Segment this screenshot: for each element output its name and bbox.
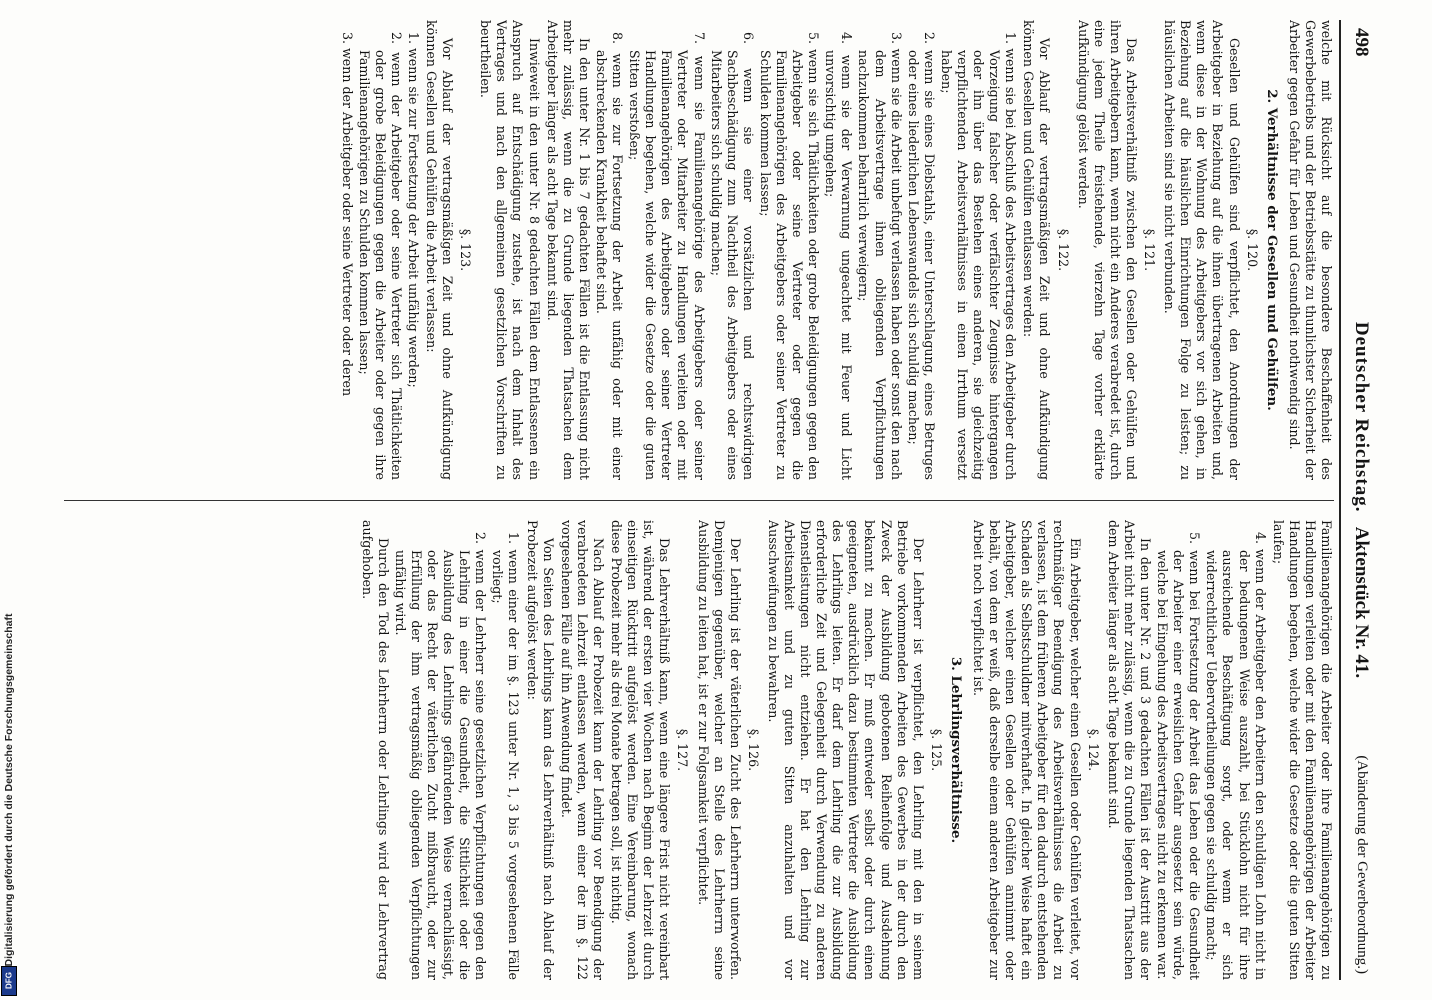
paragraph-number: §. 121. (1142, 228, 1158, 272)
paragraph: Vor Ablauf der vertragsmäßigen Zeit und ohne Aufkündigung können Gesellen und Gehülfen entlassen werden: (1021, 20, 1053, 480)
list-item: 3. wenn der Arbeitgeber oder seine Vertreter oder deren (339, 32, 355, 397)
paragraph: Vor Ablauf der vertragsmäßigen Zeit und ohne Aufkündigung können Gesellen und Gehülfen die Arbeit verlassen: (424, 20, 456, 480)
list-item: 1. wenn sie bei Abschluß des Arbeitsvertrages den Arbeitgeber durch Vorzeigung falscher oder verfälschter Zeugnisse hintergangen oder ihn über das Bestehen eines anderen, sie gleichzeitig verpflichtenden Arbeitsverhältnisses in einen Irrthum versetzt haben; (938, 32, 1019, 480)
paragraph: Der Lehrling ist der väterlichen Zucht des Lehrherrn unterworfen. Demjenigen gegenüber, welcher an Stelle des Lehrherrn seine Ausbildung zu leiten hat, ist er zur Folgsamkeit verpflichtet. (695, 520, 743, 980)
list-item: 1. wenn sie zur Fortsetzung der Arbeit unfähig werden; (405, 32, 421, 388)
column-divider (64, 500, 1334, 501)
paragraph-number: §. 126. (745, 728, 761, 772)
paragraph: Familienangehörigen die Arbeiter oder ihre Familienangehörigen zu Handlungen verleiten oder mit den Familienangehörigen der Arbeiter Handlungen begehen, welche wider die Gesetze oder die guten Sitten laufen; (1270, 520, 1334, 980)
list-item: 7. wenn sie Familienangehörige des Arbeitgebers oder seiner Vertreter oder Mitarbeiter zu Handlungen verleiten oder mit Familienangehörigen des Arbeitgebers oder seiner Vertreter Handlungen begehen, welche wider die Gesetze oder die guten Sitten verstoßen; (627, 32, 707, 480)
paragraph: welche mit Rücksicht auf die besondere Beschaffenheit des Gewerbebetriebs und der Betriebsstätte zu thunlichster Sicherheit der Arbeiter gegen Gefahr für Leben und Gesundheit nothwendig sind. (1286, 20, 1334, 480)
paragraph: Ein Arbeitgeber, welcher einen Gesellen oder Gehülfen verleitet, vor rechtmäßiger Beendigung des Arbeitsverhältnisses die Arbeit zu verlassen, ist dem früheren Arbeitgeber für den dadurch entstehenden Schaden als Selbstschuldner mitverhaftet. In gleicher Weise haftet ein Arbeitgeber, welcher einen Gesellen oder Gehülfen annimmt oder behält, von dem er weiß, daß derselbe einem anderen Arbeitgeber zur Arbeit noch verpflichtet ist. (971, 520, 1083, 980)
list-item: 1. wenn einer der im §. 123 unter Nr. 1, 3 bis 5 vorgesehenen Fälle vorliegt; (490, 532, 522, 980)
paragraph: Nach Ablauf der Probezeit kann der Lehrling vor Beendigung der verabredeten Lehrzeit entlassen werden, wenn einer der im §. 122 vorgesehenen Fälle auf ihn Anwendung findet. (558, 520, 606, 980)
paragraph: Inwieweit in den unter Nr. 8 gedachten Fällen dem Entlassenen ein Anspruch auf Entschädigung zustehe, ist nach dem Inhalt des Vertrages und nach den allgemeinen gesetzlichen Vorschriften zu beurtheilen. (478, 20, 542, 480)
list-item: 5. wenn bei Fortsetzung der Arbeit das Leben oder die Gesundheit der Arbeiter einer erweislichen Gefahr ausgesetzt sein würde, welche bei Eingehung des Arbeitsvertrages nicht zu erkennen war. (1155, 532, 1203, 980)
paragraph: Der Lehrherr ist verpflichtet, den Lehrling mit den in seinem Betriebe vorkommenden Arbeiten des Gewerbes in der durch den Zweck der Ausbildung gebotenen Reihenfolge und Ausdehnung bekannt zu machen. Er muß entweder selbst oder durch einen geeigneten, ausdrücklich dazu bestimmten Vertreter die Ausbildung des Lehrlings leiten. Er darf dem Lehrling die zur Ausbildung erforderliche Zeit und Gelegenheit durch Verwendung zu anderen Dienstleistungen nicht entziehen. Er hat den Lehrling zur Arbeitsamkeit und zu guten Sitten anzuhalten und vor Ausschweifungen zu bewahren. (765, 520, 926, 980)
paragraph-number: §. 127. (675, 728, 691, 772)
paragraph: Das Lehrverhältniß kann, wenn eine längere Frist nicht vereinbart ist, während der ersten vier Wochen nach Beginn der Lehrzeit durch einseitigen Rücktritt aufgelöst werden. Eine Vereinbarung, wonach diese Probezeit mehr als drei Monate betragen soll, ist nichtig. (609, 520, 673, 980)
page-number: 498 (1351, 28, 1372, 57)
paragraph-number: §. 124. (1085, 728, 1101, 772)
list-item: 5. wenn sie sich Thätlichkeiten oder grobe Beleidigungen gegen den Arbeitgeber oder seine Vertreter oder gegen die Familienangehörigen des Arbeitgebers oder seiner Vertreter zu Schulden kommen lassen; (757, 32, 822, 480)
paragraph: Durch den Tod des Lehrherrn oder Lehrlings wird der Lehrvertrag aufgehoben. (359, 520, 391, 980)
paragraph: Das Arbeitsverhältniß zwischen den Gesellen oder Gehülfen und ihren Arbeitgebern kann, wenn nicht ein Anderes verabredet ist, durch eine jedem Theile freistehende, vierzehn Tage vorher erklärte Aufkündigung gelöst werden. (1075, 20, 1139, 480)
header-rule (1339, 20, 1341, 980)
header-title-note: Aktenstück Nr. 41. (1351, 526, 1372, 679)
paragraph-number: §. 122. (1055, 228, 1071, 272)
list-item: 2. wenn sie eines Diebstahls, einer Unterschlagung, eines Betruges oder eines liederlichen Lebenswandels sich schuldig machen; (905, 32, 937, 480)
list-item: 4. wenn der Arbeitgeber den Arbeitern den schuldigen Lohn nicht in der bedungenen Weise auszahlt, bei Stücklohn nicht für ihre ausreichende Beschäftigung sorgt, oder wenn er sich widerrechtlicher Uebervortheilungen gegen sie schuldig macht; (1204, 532, 1268, 980)
dfg-logo (1, 966, 17, 996)
paragraph: Gesellen und Gehülfen sind verpflichtet, den Anordnungen der Arbeitgeber in Beziehung auf die ihnen übertragenen Arbeiten und, wenn diese in der Wohnung des Arbeitgebers vor sich gehen, in Beziehung auf die häuslichen Einrichtungen Folge zu leisten; zu häuslichen Arbeiten sind sie nicht verbunden. (1162, 20, 1242, 480)
list-item: 3. wenn sie die Arbeit unbefugt verlassen haben oder sonst den nach dem Arbeitsvertrage ihnen obliegenden Verpflichtungen nachzukommen beharrlich verweigern; (856, 32, 904, 480)
section-heading: 2. Verhältnisse der Gesellen und Gehülfen. (1263, 89, 1280, 411)
rotated-text-block (56, 20, 1376, 980)
paragraph: In den unter Nr. 1 bis 7 gedachten Fällen ist die Entlassung nicht mehr zulässig, wenn die zu Grunde liegenden Thatsachen dem Arbeitgeber länger als acht Tage bekannt sind. (544, 20, 592, 480)
list-item: 2. wenn der Arbeitgeber oder seine Vertreter sich Thätlichkeiten oder grobe Beleidigungen gegen die Arbeiter oder gegen ihre Familienangehörigen zu Schulden kommen lassen; (356, 32, 404, 480)
header-title-text: Deutscher Reichstag. (1351, 321, 1372, 513)
paragraph: In den unter Nr. 2 und 3 gedachten Fällen ist der Austritt aus der Arbeit nicht mehr zulässig, wenn die zu Grunde liegenden Thatsachen dem Arbeiter länger als acht Tage bekannt sind. (1105, 520, 1153, 980)
page-header (1342, 20, 1376, 980)
paragraph-number: §. 120. (1244, 228, 1260, 272)
header-subtitle: (Abänderung der Gewerbeordnung.) (1354, 755, 1370, 974)
paragraph-number: §. 123. (458, 228, 474, 272)
paragraph-number: §. 125. (928, 728, 944, 772)
left-column (64, 20, 1334, 480)
credit-text: Digitalisierung gefördert durch die Deutsche Forschungsgemeinschaft (3, 613, 15, 967)
dfg-logo-text: DFG (4, 972, 14, 989)
digitization-credit (2, 600, 16, 980)
list-item: 4. wenn sie der Verwarnung ungeachtet mit Feuer und Licht unvorsichtig umgehen; (823, 32, 855, 480)
list-item: 6. wenn sie einer vorsätzlichen und rechtswidrigen Sachbeschädigung zum Nachtheil des Arbeitgebers oder eines Mitarbeiters sich schuldig machen; (708, 32, 756, 480)
right-column (64, 520, 1334, 980)
list-item: 2. wenn der Lehrherr seine gesetzlichen Verpflichtungen gegen den Lehrling in einer die Gesundheit, die Sittlichkeit oder die Ausbildung des Lehrlings gefährdenden Weise vernachlässigt, oder das Recht der väterlichen Zucht mißbraucht, oder zur Erfüllung der ihm vertragsmäßig obliegenden Verpflichtungen unfähig wird. (392, 532, 489, 980)
list-item: 8. wenn sie zur Fortsetzung der Arbeit unfähig oder mit einer abschreckenden Krankheit behaftet sind. (593, 32, 626, 480)
section-heading: 3. Lehrlingsverhältnisse. (947, 656, 964, 844)
paragraph: Von Seiten des Lehrlings kann das Lehrverhältniß nach Ablauf der Probezeit aufgelöst werden: (524, 520, 556, 980)
